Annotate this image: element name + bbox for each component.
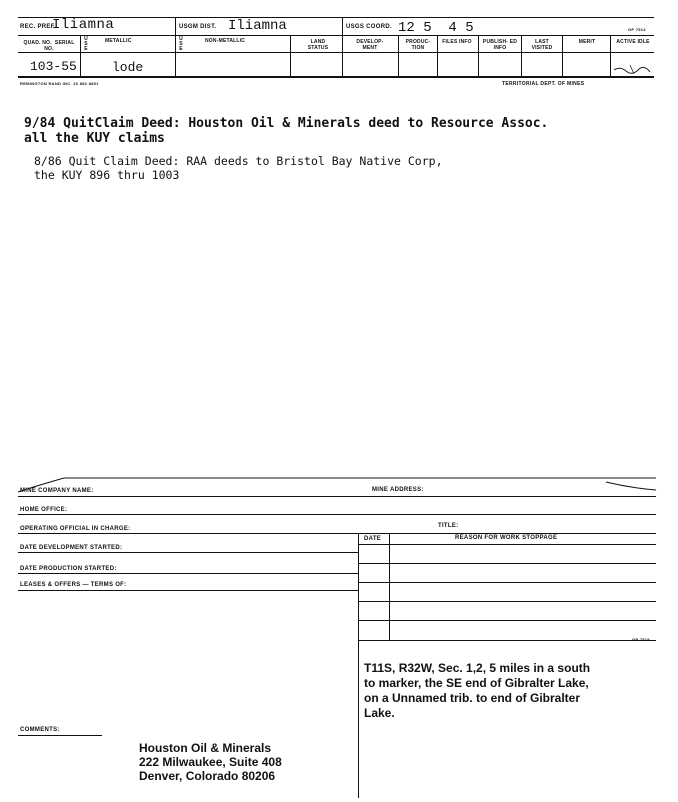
leases-label: LEASES & OFFERS — TERMS OF: bbox=[20, 582, 127, 588]
date-production-label: DATE PRODUCTION STARTED: bbox=[20, 566, 117, 572]
location-line-3: on a Unnamed trib. to end of Gibralter bbox=[364, 691, 581, 705]
scribble-mark bbox=[612, 62, 652, 76]
col-active-idle: ACTIVE IDLE bbox=[616, 39, 650, 45]
usgs-dist-value: Iliamna bbox=[228, 18, 287, 34]
reason-header: REASON FOR WORK STOPPAGE bbox=[455, 535, 558, 541]
col-published-info: PUBLISH- ED INFO bbox=[482, 39, 518, 51]
col-use-nonmetallic: U S E bbox=[179, 36, 183, 52]
home-office-label: HOME OFFICE: bbox=[20, 507, 68, 513]
col-production: PRODUC- TION bbox=[405, 39, 431, 51]
col-last-visited: LAST VISITED bbox=[531, 39, 553, 51]
col-use-metallic: U S E bbox=[84, 36, 88, 52]
printer-line: REMINGTON RAND INC. 20 882 8801 bbox=[20, 81, 99, 86]
location-line-1: T11S, R32W, Sec. 1,2, 5 miles in a south bbox=[364, 661, 591, 675]
form-number-top: GP 7514 bbox=[628, 27, 646, 32]
title-label: TITLE: bbox=[438, 523, 459, 529]
location-line-2: to marker, the SE end of Gibralter Lake, bbox=[364, 676, 589, 690]
comments-label: COMMENTS: bbox=[20, 727, 60, 733]
col-nonmetallic: NON-METALLIC bbox=[205, 38, 246, 44]
address-line-1: Houston Oil & Minerals bbox=[139, 741, 272, 755]
rec-prefix-label: REC. PREF. bbox=[20, 24, 57, 30]
col-land-status: LAND STATUS bbox=[307, 39, 329, 51]
address-line-2: 222 Milwaukee, Suite 408 bbox=[139, 755, 282, 769]
usgs-dist-label: USGM DIST. bbox=[179, 24, 217, 30]
department-label: TERRITORIAL DEPT. OF MINES bbox=[502, 81, 585, 87]
usgs-coord-value: 12 5 4 5 bbox=[398, 20, 474, 36]
note-line-2: all the KUY claims bbox=[24, 131, 165, 146]
mine-company-label: MINE COMPANY NAME: bbox=[20, 488, 94, 494]
col-files-info: FILES INFO bbox=[442, 39, 472, 45]
quad-serial-value: 103-55 bbox=[30, 59, 77, 74]
mine-address-label: MINE ADDRESS: bbox=[372, 487, 424, 493]
form-top-edge bbox=[16, 466, 658, 494]
note-line-3: 8/86 Quit Claim Deed: RAA deeds to Bristol Bay Native Corp, bbox=[34, 154, 443, 168]
col-metallic: METALLIC bbox=[105, 38, 132, 44]
date-development-label: DATE DEVELOPMENT STARTED: bbox=[20, 545, 123, 551]
col-quad-serial: QUAD. NO. SERIAL NO. bbox=[23, 40, 75, 52]
address-line-3: Denver, Colorado 80206 bbox=[139, 769, 276, 783]
rec-prefix-value: Iliamna bbox=[52, 17, 115, 33]
col-merit: MERIT bbox=[578, 39, 596, 45]
col-development: DEVELOP- MENT bbox=[356, 39, 384, 51]
note-line-1: 9/84 QuitClaim Deed: Houston Oil & Minerals deed to Resource Assoc. bbox=[24, 116, 549, 131]
date-header: DATE bbox=[364, 536, 382, 542]
form-number-bottom: GP 7515 bbox=[632, 637, 650, 642]
note-line-4: the KUY 896 thru 1003 bbox=[34, 168, 180, 182]
operating-official-label: OPERATING OFFICIAL IN CHARGE: bbox=[20, 526, 131, 532]
metallic-value: lode bbox=[112, 60, 144, 75]
location-line-4: Lake. bbox=[364, 706, 395, 720]
usgs-coord-label: USGS COORD. bbox=[346, 24, 392, 30]
